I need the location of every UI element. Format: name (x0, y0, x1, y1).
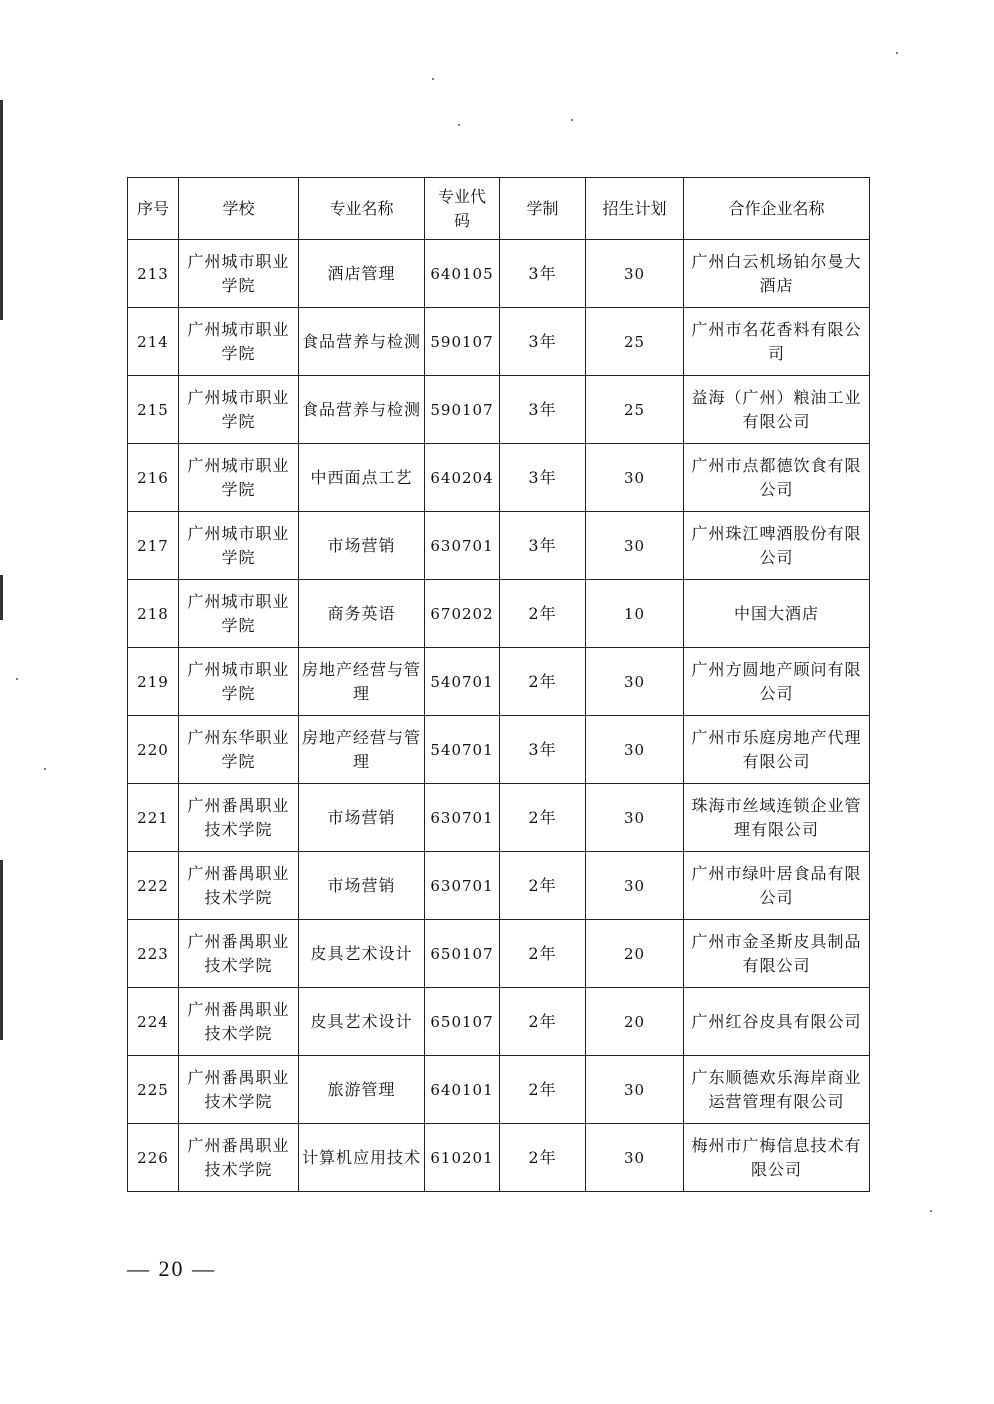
row-index: 220 (128, 716, 179, 784)
duration-cell: 2年 (500, 920, 586, 988)
school-cell: 广州东华职业学院 (179, 716, 299, 784)
table-row (128, 376, 870, 444)
major-code-cell: 630701 (425, 852, 500, 920)
enrollment-plan-cell: 30 (586, 444, 684, 512)
table-row (128, 648, 870, 716)
enrollment-table (127, 177, 870, 1192)
major-name-cell: 商务英语 (299, 580, 425, 648)
enrollment-plan-cell: 10 (586, 580, 684, 648)
duration-cell: 2年 (500, 580, 586, 648)
scan-edge-mark (0, 575, 3, 620)
school-cell: 广州番禺职业技术学院 (179, 1124, 299, 1192)
major-name-cell: 皮具艺术设计 (299, 920, 425, 988)
partner-company-cell: 广州方圆地产顾问有限公司 (684, 648, 870, 716)
partner-company-cell: 中国大酒店 (684, 580, 870, 648)
school-cell: 广州番禺职业技术学院 (179, 988, 299, 1056)
enrollment-plan-cell: 20 (586, 920, 684, 988)
major-code-cell: 590107 (425, 308, 500, 376)
row-index: 219 (128, 648, 179, 716)
duration-cell: 2年 (500, 988, 586, 1056)
school-cell: 广州城市职业学院 (179, 648, 299, 716)
school-cell: 广州城市职业学院 (179, 376, 299, 444)
row-index: 217 (128, 512, 179, 580)
duration-cell: 2年 (500, 648, 586, 716)
row-index: 214 (128, 308, 179, 376)
major-code-cell: 590107 (425, 376, 500, 444)
table-row (128, 240, 870, 308)
scan-speck (458, 124, 460, 126)
table-row (128, 920, 870, 988)
page-number: — 20 — (127, 1256, 216, 1281)
partner-company-cell: 广州市乐庭房地产代理有限公司 (684, 716, 870, 784)
row-index: 218 (128, 580, 179, 648)
major-name-cell: 旅游管理 (299, 1056, 425, 1124)
partner-company-cell: 梅州市广梅信息技术有限公司 (684, 1124, 870, 1192)
school-cell: 广州番禺职业技术学院 (179, 1056, 299, 1124)
duration-cell: 2年 (500, 1124, 586, 1192)
major-code-cell: 640101 (425, 1056, 500, 1124)
scan-edge-mark (0, 860, 3, 1040)
partner-company-cell: 广州珠江啤酒股份有限公司 (684, 512, 870, 580)
table-row (128, 852, 870, 920)
school-cell: 广州城市职业学院 (179, 512, 299, 580)
duration-cell: 2年 (500, 784, 586, 852)
header-index: 序号 (128, 178, 179, 240)
scan-speck (930, 1210, 932, 1212)
header-school: 学校 (179, 178, 299, 240)
major-code-cell: 640105 (425, 240, 500, 308)
enrollment-plan-cell: 25 (586, 308, 684, 376)
table-header-row (128, 178, 870, 240)
enrollment-plan-cell: 30 (586, 716, 684, 784)
duration-cell: 3年 (500, 240, 586, 308)
table-row (128, 512, 870, 580)
enrollment-plan-cell: 30 (586, 852, 684, 920)
major-name-cell: 房地产经营与管理 (299, 716, 425, 784)
header-partner-company: 合作企业名称 (684, 178, 870, 240)
school-cell: 广州番禺职业技术学院 (179, 784, 299, 852)
row-index: 225 (128, 1056, 179, 1124)
table-row (128, 1056, 870, 1124)
major-code-cell: 650107 (425, 920, 500, 988)
row-index: 213 (128, 240, 179, 308)
major-name-cell: 房地产经营与管理 (299, 648, 425, 716)
table-row (128, 716, 870, 784)
table-row (128, 784, 870, 852)
major-name-cell: 计算机应用技术 (299, 1124, 425, 1192)
duration-cell: 3年 (500, 376, 586, 444)
major-name-cell: 食品营养与检测 (299, 376, 425, 444)
major-code-cell: 630701 (425, 784, 500, 852)
table-row (128, 580, 870, 648)
duration-cell: 2年 (500, 852, 586, 920)
major-name-cell: 市场营销 (299, 852, 425, 920)
major-code-cell: 670202 (425, 580, 500, 648)
row-index: 223 (128, 920, 179, 988)
partner-company-cell: 广东顺德欢乐海岸商业运营管理有限公司 (684, 1056, 870, 1124)
enrollment-plan-cell: 30 (586, 512, 684, 580)
table-row (128, 988, 870, 1056)
scan-speck (571, 119, 573, 121)
school-cell: 广州城市职业学院 (179, 308, 299, 376)
scan-speck (896, 52, 898, 54)
major-name-cell: 市场营销 (299, 512, 425, 580)
scan-speck (432, 78, 434, 80)
duration-cell: 3年 (500, 512, 586, 580)
major-name-cell: 中西面点工艺 (299, 444, 425, 512)
major-code-cell: 610201 (425, 1124, 500, 1192)
school-cell: 广州番禺职业技术学院 (179, 920, 299, 988)
enrollment-plan-cell: 30 (586, 240, 684, 308)
partner-company-cell: 广州红谷皮具有限公司 (684, 988, 870, 1056)
school-cell: 广州城市职业学院 (179, 240, 299, 308)
scan-edge-mark (0, 100, 3, 320)
duration-cell: 2年 (500, 1056, 586, 1124)
school-cell: 广州城市职业学院 (179, 444, 299, 512)
header-major-code: 专业代码 (425, 178, 500, 240)
enrollment-plan-cell: 30 (586, 648, 684, 716)
row-index: 216 (128, 444, 179, 512)
header-major-name: 专业名称 (299, 178, 425, 240)
school-cell: 广州番禺职业技术学院 (179, 852, 299, 920)
partner-company-cell: 广州白云机场铂尔曼大酒店 (684, 240, 870, 308)
scan-speck (16, 678, 18, 680)
header-duration: 学制 (500, 178, 586, 240)
scan-speck (44, 768, 46, 770)
duration-cell: 3年 (500, 444, 586, 512)
partner-company-cell: 广州市绿叶居食品有限公司 (684, 852, 870, 920)
enrollment-plan-cell: 30 (586, 1124, 684, 1192)
major-name-cell: 市场营销 (299, 784, 425, 852)
major-name-cell: 皮具艺术设计 (299, 988, 425, 1056)
major-code-cell: 630701 (425, 512, 500, 580)
enrollment-plan-cell: 25 (586, 376, 684, 444)
major-code-cell: 650107 (425, 988, 500, 1056)
partner-company-cell: 广州市金圣斯皮具制品有限公司 (684, 920, 870, 988)
row-index: 215 (128, 376, 179, 444)
partner-company-cell: 广州市点都德饮食有限公司 (684, 444, 870, 512)
major-code-cell: 640204 (425, 444, 500, 512)
partner-company-cell: 珠海市丝域连锁企业管理有限公司 (684, 784, 870, 852)
header-enrollment-plan: 招生计划 (586, 178, 684, 240)
row-index: 226 (128, 1124, 179, 1192)
duration-cell: 3年 (500, 716, 586, 784)
enrollment-plan-cell: 30 (586, 1056, 684, 1124)
table-row (128, 1124, 870, 1192)
major-name-cell: 食品营养与检测 (299, 308, 425, 376)
enrollment-plan-cell: 30 (586, 784, 684, 852)
table-row (128, 444, 870, 512)
partner-company-cell: 广州市名花香料有限公司 (684, 308, 870, 376)
major-code-cell: 540701 (425, 648, 500, 716)
school-cell: 广州城市职业学院 (179, 580, 299, 648)
row-index: 222 (128, 852, 179, 920)
row-index: 224 (128, 988, 179, 1056)
enrollment-plan-cell: 20 (586, 988, 684, 1056)
table-row (128, 308, 870, 376)
major-name-cell: 酒店管理 (299, 240, 425, 308)
row-index: 221 (128, 784, 179, 852)
partner-company-cell: 益海（广州）粮油工业有限公司 (684, 376, 870, 444)
major-code-cell: 540701 (425, 716, 500, 784)
duration-cell: 3年 (500, 308, 586, 376)
